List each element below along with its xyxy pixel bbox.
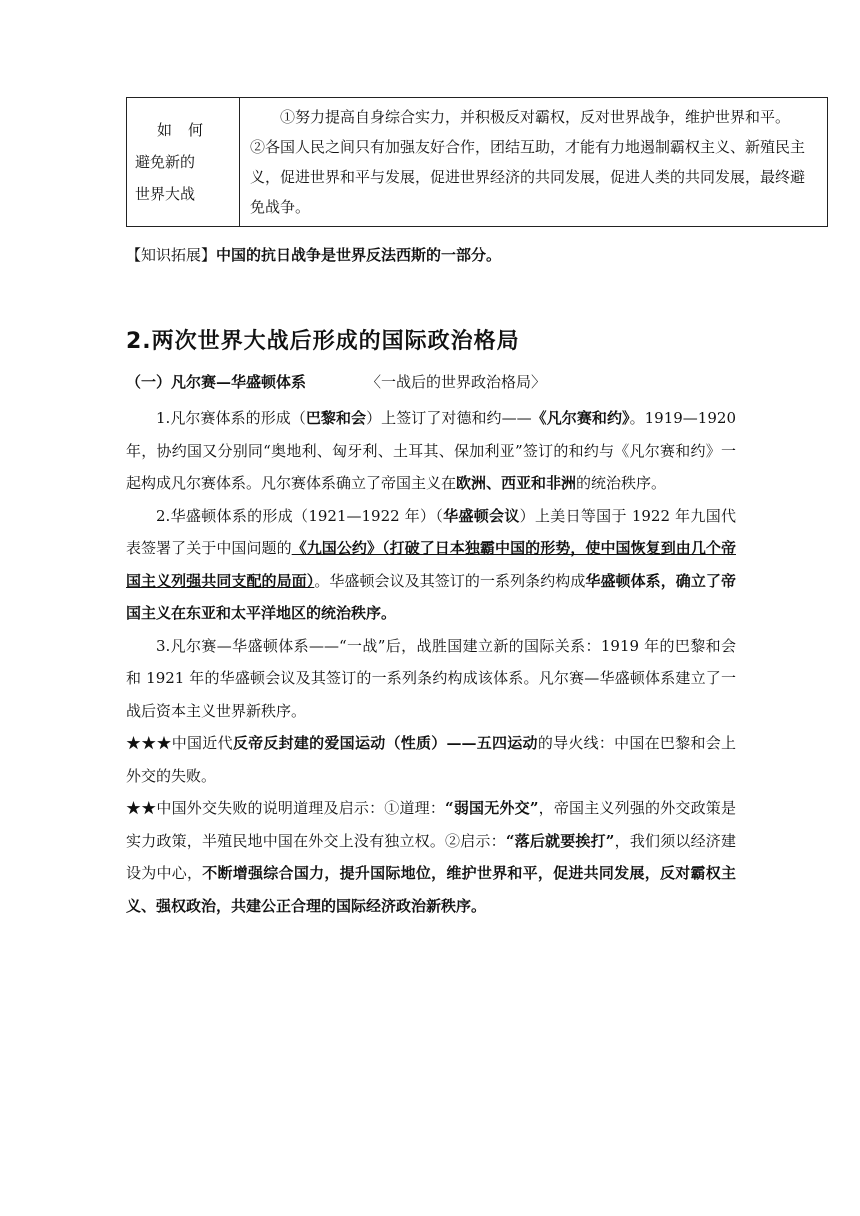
text-run: 的统治秩序。 bbox=[576, 474, 667, 492]
text-run: 2.华盛顿体系的形成（1921—1922 年）（ bbox=[156, 506, 444, 525]
text-run-bold: 华盛顿会议 bbox=[443, 506, 520, 525]
left-label-line-3: 世界大战 bbox=[135, 185, 196, 203]
table-left-cell bbox=[127, 98, 240, 227]
text-run: ★★中国外交失败的说明道理及启示：①道理： bbox=[126, 799, 446, 817]
subsection-note: 〈一战后的世界政治格局〉 bbox=[366, 373, 547, 391]
paragraph-system: 3.凡尔赛—华盛顿体系——“一战”后，战胜国建立新的国际关系：1919 年的巴黎和会和 1921 年的华盛顿会议及其签订的一系列条约构成该体系。凡尔赛—华盛顿体系建立了一战后资本主义世界新秩序。 bbox=[126, 636, 736, 720]
text-run-bold: 欧洲、西亚和非洲 bbox=[456, 474, 577, 492]
text-run: ）上签订了对德和约—— bbox=[366, 409, 532, 427]
section-heading: 2.两次世界大战后形成的国际政治格局 bbox=[126, 329, 520, 354]
subsection-title: （一）凡尔赛—华盛顿体系 bbox=[126, 373, 307, 391]
tip-label: 【知识拓展】 bbox=[126, 246, 217, 264]
knowledge-tip bbox=[126, 244, 501, 265]
paragraph-diplomacy bbox=[126, 792, 736, 922]
table-right-cell bbox=[240, 98, 828, 227]
tip-text: 中国的抗日战争是世界反法西斯的一部分。 bbox=[216, 246, 502, 264]
text-run: ，我们须以经济建设为中心， bbox=[126, 831, 736, 882]
text-run-bold: “落后就要挨打” bbox=[505, 831, 615, 850]
qa-table bbox=[126, 97, 828, 227]
text-run: ★★★中国近代 bbox=[126, 734, 233, 752]
paragraph-versailles bbox=[126, 402, 736, 500]
text-run: ，帝国主义列强的外交政策是实力政策，半殖民地中国在外交上没有独立权。②启示： bbox=[126, 799, 736, 850]
text-run: 。华盛顿会议及其签订的一系列条约构成 bbox=[314, 571, 586, 590]
paragraph-may-fourth bbox=[126, 727, 736, 792]
text-run-bold: 巴黎和会 bbox=[305, 409, 367, 427]
text-run-bold-underlined: 《九国公约》（打破了日本独霸中国的形势，使中国恢复到由几个帝国主义列强共同支配的局面） bbox=[126, 539, 736, 590]
table-row bbox=[127, 98, 828, 227]
subsection-heading bbox=[126, 371, 546, 392]
text-run: ）上美日等国于 1922 年九国代表签署了关于中国问题的 bbox=[126, 506, 736, 557]
text-run-bold: 不断增强综合国力，提升国际地位，维护世界和平，促进共同发展，反对霸权主义、强权政治，共建公正合理的国际经济政治新秩序。 bbox=[126, 864, 736, 915]
text-run-bold: 《凡尔赛和约》 bbox=[531, 409, 630, 427]
text-run-bold: 反帝反封建的爱国运动（性质）——五四运动 bbox=[232, 734, 538, 752]
text-run: 。1919—1920 年，协约国又分别同“奥地利、匈牙利、土耳其、保加利亚”签订的和约与《凡尔赛和约》一起构成凡尔赛体系。凡尔赛体系确立了帝国主义在 bbox=[126, 409, 736, 492]
answer-paragraph-2: ②各国人民之间只有加强友好合作，团结互助，才能有力地遏制霸权主义、新殖民主义，促进世界和平与发展，促进世界经济的共同发展，促进人类的共同发展，最终避免战争。 bbox=[250, 138, 806, 216]
text-run: 的导火线：中国在巴黎和会上外交的失败。 bbox=[126, 734, 736, 785]
text-run: 1.凡尔赛体系的形成（ bbox=[156, 409, 306, 427]
body-text bbox=[126, 402, 736, 922]
text-run-bold: 华盛顿体系，确立了帝国主义在东亚和太平洋地区的统治秩序。 bbox=[126, 571, 736, 622]
paragraph-washington bbox=[126, 500, 736, 630]
text-run-bold: “弱国无外交” bbox=[445, 799, 539, 817]
left-label-line-1: 如何 bbox=[157, 121, 220, 139]
left-label-line-2: 避免新的 bbox=[135, 153, 196, 171]
answer-paragraph-1: ①努力提高自身综合实力，并积极反对霸权，反对世界战争，维护世界和平。 bbox=[280, 108, 791, 126]
